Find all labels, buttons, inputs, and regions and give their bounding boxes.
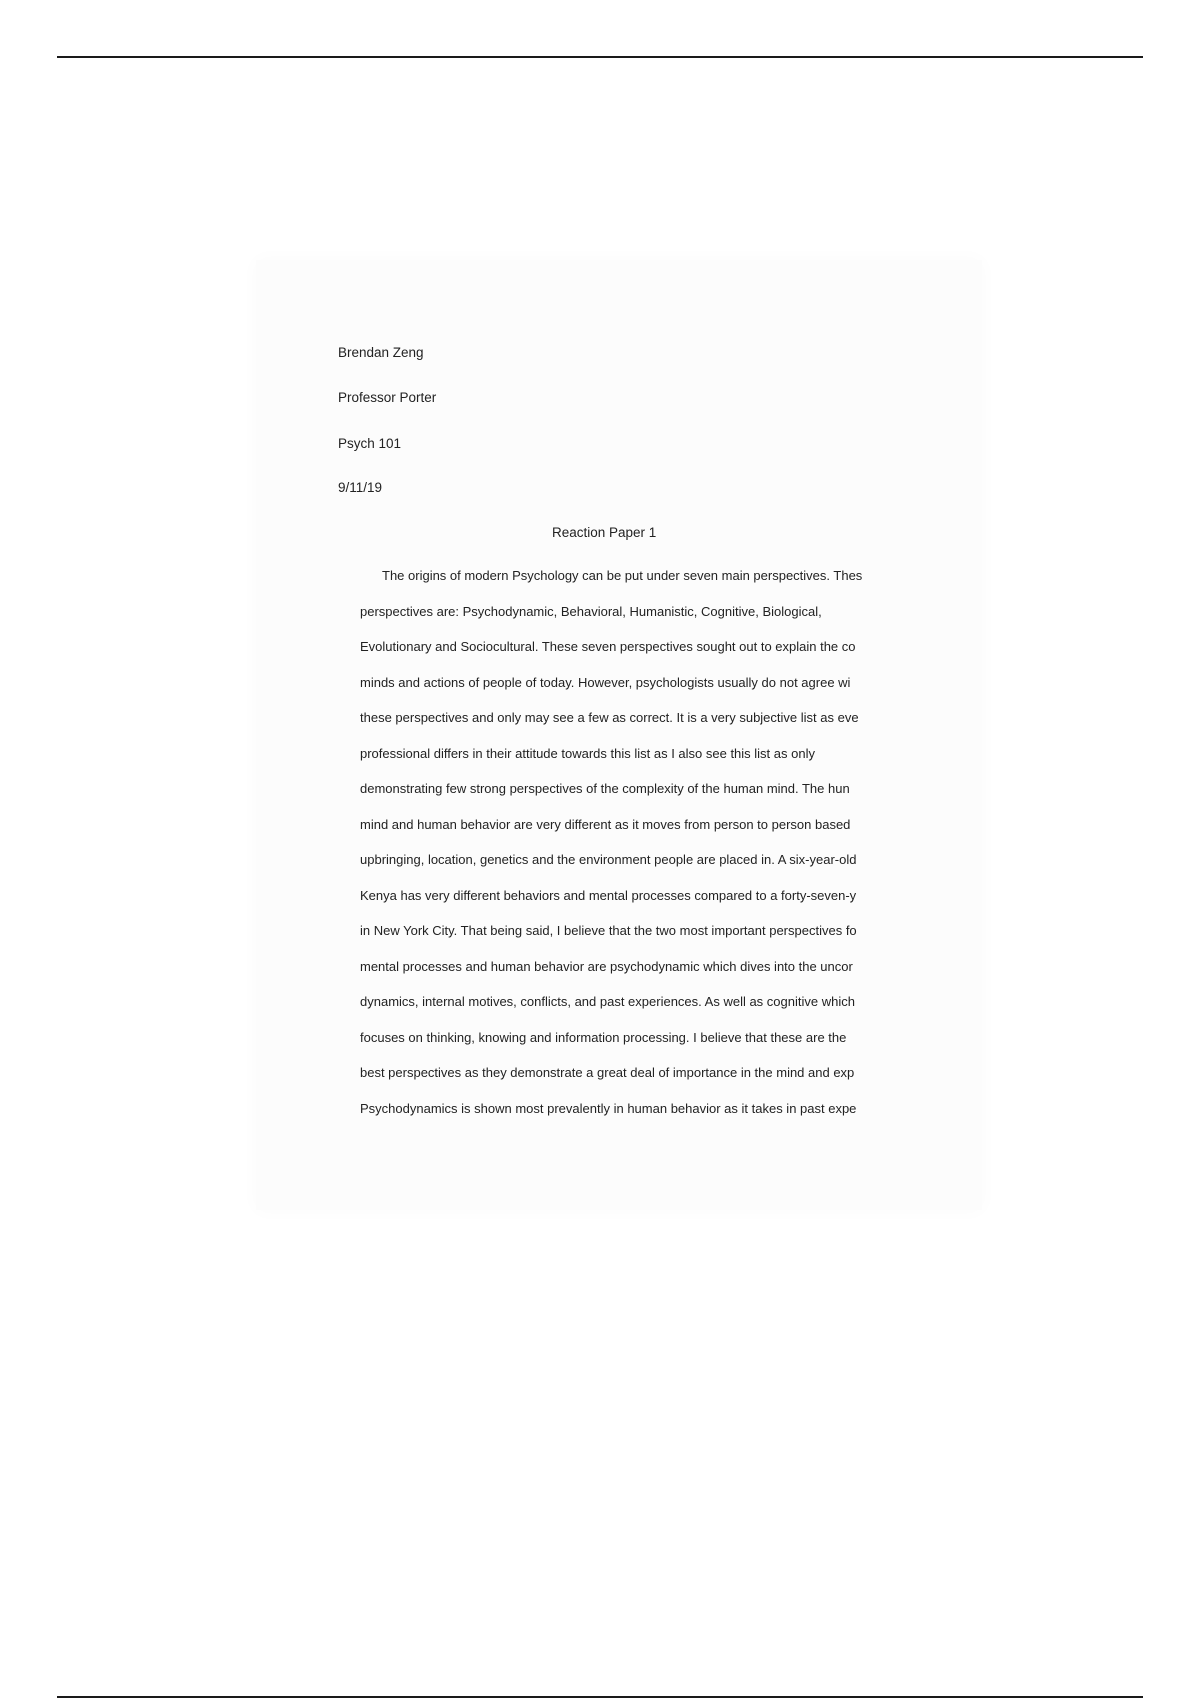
body-line: focuses on thinking, knowing and information processing. I believe that these are the: [360, 1029, 847, 1045]
course-name: Psych 101: [338, 436, 402, 451]
top-border-rule: [57, 56, 1143, 58]
body-line: professional differs in their attitude towards this list as I also see this list as only: [360, 745, 815, 761]
body-line: best perspectives as they demonstrate a great deal of importance in the mind and exp: [360, 1065, 855, 1080]
body-line: demonstrating few strong perspectives of the complexity of the human mind. The hun: [360, 781, 850, 796]
body-line: these perspectives and only may see a few as correct. It is a very subjective list as eve: [360, 710, 859, 725]
body-line: upbringing, location, genetics and the environment people are placed in. A six-year-old: [360, 852, 857, 867]
paper-date: 9/11/19: [338, 480, 383, 495]
body-line: The origins of modern Psychology can be put under seven main perspectives. Thes: [382, 568, 863, 583]
body-line: Evolutionary and Sociocultural. These seven perspectives sought out to explain the co: [360, 639, 856, 654]
body-line: mind and human behavior are very different as it moves from person to person based: [360, 816, 851, 832]
body-line: perspectives are: Psychodynamic, Behavioral, Humanistic, Cognitive, Biological,: [360, 603, 822, 619]
body-line: in New York City. That being said, I believe that the two most important perspectives fo: [360, 923, 857, 938]
author-name: Brendan Zeng: [338, 345, 424, 360]
body-line: mental processes and human behavior are psychodynamic which dives into the uncor: [360, 958, 853, 974]
body-line: minds and actions of people of today. However, psychologists usually do not agree wi: [360, 674, 851, 690]
paper-title: Reaction Paper 1: [552, 525, 657, 540]
professor-name: Professor Porter: [338, 390, 437, 405]
bottom-border-rule: [57, 1696, 1143, 1698]
paper-body: [360, 567, 904, 1127]
body-line: Kenya has very different behaviors and mental processes compared to a forty-seven-y: [360, 887, 857, 903]
body-line: dynamics, internal motives, conflicts, and past experiences. As well as cognitive which: [360, 994, 855, 1009]
body-line: Psychodynamics is shown most prevalently in human behavior as it takes in past expe: [360, 1100, 857, 1116]
